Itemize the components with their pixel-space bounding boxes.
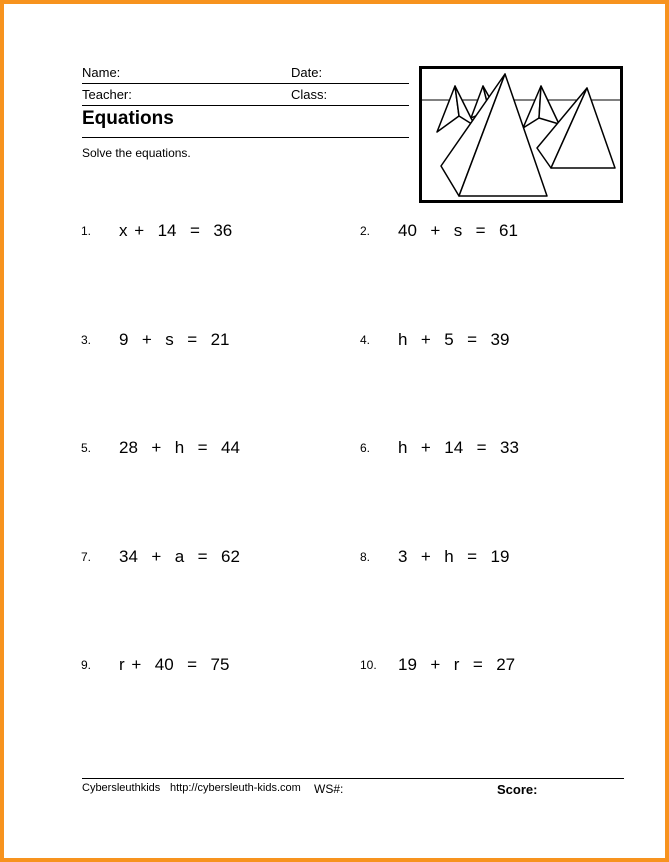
pyramids-icon — [419, 66, 623, 203]
teacher-class-row — [82, 87, 409, 106]
footer-brand: Cybersleuthkids — [82, 782, 161, 794]
equation: 3 + h = 19 — [398, 547, 510, 566]
equation: r + 40 = 75 — [119, 655, 230, 674]
equation: h + 5 = 39 — [398, 330, 510, 349]
footer-divider — [82, 778, 624, 779]
problem-number: 2. — [360, 224, 371, 238]
equation: 28 + h = 44 — [119, 438, 240, 457]
date-label: Date: — [291, 65, 323, 80]
equation: h + 14 = 33 — [398, 438, 519, 457]
problem-number: 10. — [360, 658, 377, 672]
problem-number: 9. — [81, 658, 92, 672]
equation: 34 + a = 62 — [119, 547, 240, 566]
problem-number: 3. — [81, 333, 92, 347]
problem-number: 7. — [81, 550, 92, 564]
page-title: Equations — [82, 108, 409, 138]
problem-number: 6. — [360, 441, 371, 455]
name-date-row — [82, 65, 409, 84]
problem-number: 1. — [81, 224, 92, 238]
equation: x + 14 = 36 — [119, 221, 233, 240]
teacher-label: Teacher: — [82, 87, 132, 102]
name-label: Name: — [82, 65, 121, 80]
footer-url[interactable]: http://cybersleuth-kids.com — [170, 782, 301, 794]
score-label: Score: — [497, 782, 538, 797]
problem-number: 8. — [360, 550, 371, 564]
worksheet-number-label: WS#: — [314, 782, 344, 796]
problem-number: 4. — [360, 333, 371, 347]
instructions: Solve the equations. — [82, 146, 191, 160]
equation: 9 + s = 21 — [119, 330, 230, 349]
class-label: Class: — [291, 87, 328, 102]
equation: 19 + r = 27 — [398, 655, 516, 674]
problem-number: 5. — [81, 441, 92, 455]
equation: 40 + s = 61 — [398, 221, 518, 240]
